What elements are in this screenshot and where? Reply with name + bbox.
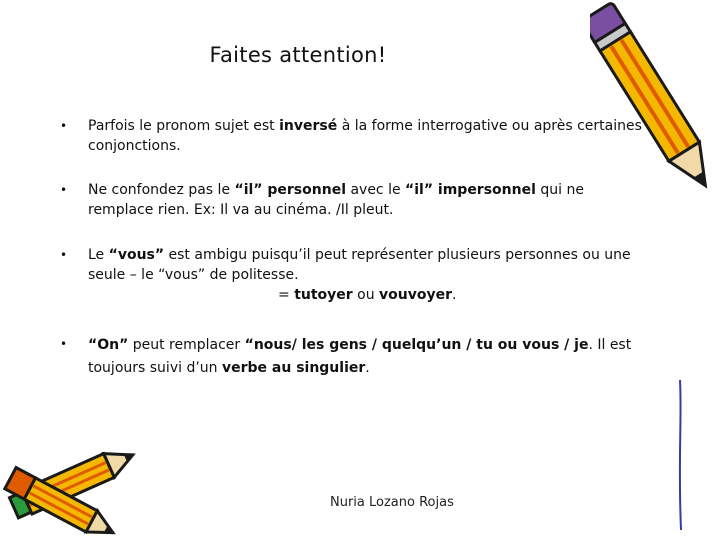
item-text: “On” peut remplacer “nous/ les gens / quelqu’un / tu ou vous / je. Il est toujours suivi d’un verbe au singulier. [88, 337, 632, 376]
pencil-icon [590, 0, 720, 210]
bullet-marker: • [60, 337, 68, 351]
item-text: Ne confondez pas le “il” personnel avec le “il” impersonnel qui ne remplace rien. Ex: Il va au cinéma. /Il pleut. [88, 182, 584, 218]
item-text: Le “vous” est ambigu puisqu’il peut représenter plusieurs personnes ou une seule – le “vous” de politesse. = tutoyer ou vouvoyer. [88, 245, 648, 305]
item-text: Parfois le pronom sujet est inversé à la forme interrogative ou après certaines conjonctions. [88, 118, 642, 154]
author-footer: Nuria Lozano Rojas [330, 495, 454, 510]
decorative-line [676, 380, 684, 530]
item-subline: = tutoyer ou vouvoyer. [278, 287, 457, 303]
bullet-marker: • [60, 119, 68, 133]
bullet-marker: • [60, 183, 68, 197]
slide-title: Faites attention! [209, 43, 387, 67]
pencils-icon [0, 430, 150, 540]
bullet-marker: • [60, 248, 68, 262]
